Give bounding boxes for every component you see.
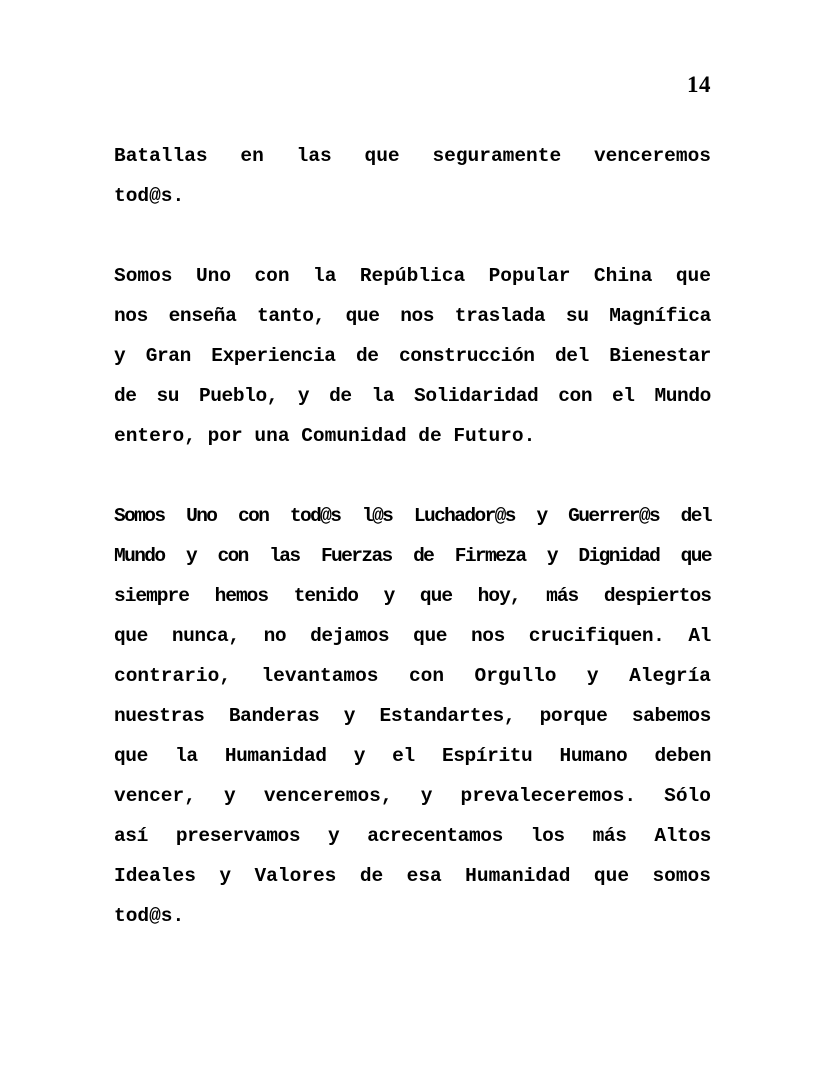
word: y — [114, 345, 126, 367]
word: Dignidad — [578, 545, 660, 567]
word: Humanidad — [224, 745, 327, 767]
word: y — [219, 865, 232, 887]
word: y — [536, 505, 547, 527]
word: Valores — [254, 865, 337, 887]
word: y — [297, 385, 310, 407]
word: los — [530, 825, 565, 847]
word: Altos — [654, 825, 711, 847]
word: y — [353, 745, 366, 767]
word: y — [586, 665, 599, 687]
word: y — [343, 705, 356, 727]
word: en — [240, 145, 264, 167]
word: y — [328, 825, 340, 847]
word: las — [296, 145, 332, 167]
word: su — [565, 305, 589, 327]
word: tenido — [293, 585, 358, 607]
word: Banderas — [228, 705, 320, 727]
word: con — [558, 385, 593, 407]
word: nunca, — [171, 625, 240, 647]
word: más — [546, 585, 579, 607]
word: porque — [539, 705, 608, 727]
text-line — [114, 616, 711, 656]
word: somos — [652, 865, 711, 887]
word: Batallas — [114, 145, 208, 167]
word: Mundo — [654, 385, 711, 407]
word: que — [114, 745, 148, 767]
word: preservamos — [175, 825, 301, 847]
text-line — [114, 776, 711, 816]
word: Somos — [114, 265, 173, 287]
word: Experiencia — [211, 345, 336, 367]
text-line — [114, 856, 711, 896]
word: Uno — [186, 505, 217, 527]
word: y — [546, 545, 557, 567]
word: más — [592, 825, 627, 847]
word: Firmeza — [454, 545, 526, 567]
word: China — [593, 265, 653, 287]
text-line: entero, por una Comunidad de Futuro. — [114, 425, 536, 447]
word: Al — [688, 625, 711, 647]
word: Estandartes, — [379, 705, 516, 727]
word: y — [420, 785, 433, 807]
word: con — [237, 505, 269, 527]
word: dejamos — [310, 625, 390, 647]
word: su — [156, 385, 180, 407]
word: l@s — [361, 505, 393, 527]
word: no — [263, 625, 287, 647]
word: que — [680, 545, 711, 567]
word: de — [114, 385, 137, 407]
text-line: tod@s. — [114, 185, 185, 207]
word: acrecentamos — [367, 825, 503, 847]
text-line: tod@s. — [114, 905, 185, 927]
word: de — [329, 385, 352, 407]
word: que — [419, 585, 453, 607]
text-line — [114, 696, 711, 736]
word: con — [254, 265, 290, 287]
word: venceremos, — [263, 785, 393, 807]
text-line — [114, 576, 711, 616]
word: Uno — [195, 265, 232, 287]
word: Magnífica — [609, 305, 711, 327]
text-line — [114, 296, 711, 336]
word: Guerrer@s — [568, 505, 660, 527]
word: Pueblo, — [198, 385, 279, 407]
word: vencer, — [114, 785, 196, 807]
word: esa — [406, 865, 442, 887]
text-line — [114, 376, 711, 416]
word: siempre — [114, 585, 189, 607]
word: Gran — [145, 345, 191, 367]
word: deben — [654, 745, 711, 767]
word: Orgullo — [474, 665, 557, 687]
word: tod@s — [289, 505, 341, 527]
word: contrario, — [114, 665, 232, 687]
document-body — [114, 136, 711, 936]
word: Solidaridad — [414, 385, 539, 407]
word: levantamos — [261, 665, 379, 687]
word: que — [114, 625, 148, 647]
word: enseña — [168, 305, 237, 327]
word: y — [224, 785, 236, 807]
word: traslada — [454, 305, 546, 327]
word: hemos — [214, 585, 269, 607]
paragraph — [114, 496, 711, 936]
word: Humano — [559, 745, 628, 767]
text-line — [114, 336, 711, 376]
word: Sólo — [664, 785, 711, 807]
text-line — [114, 656, 711, 696]
word: prevaleceremos. — [460, 785, 637, 807]
word: Humanidad — [465, 865, 571, 887]
word: el — [611, 385, 635, 407]
word: la — [371, 385, 395, 407]
page-number: 14 — [687, 72, 711, 97]
word: despiertos — [603, 585, 711, 607]
word: que — [675, 265, 711, 287]
word: nos — [114, 305, 148, 327]
word: Espíritu — [441, 745, 533, 767]
word: con — [217, 545, 248, 567]
text-line — [114, 536, 711, 576]
paragraph — [114, 136, 711, 216]
word: nos — [400, 305, 435, 327]
word: que — [413, 625, 448, 647]
word: seguramente — [432, 145, 562, 167]
word: y — [383, 585, 395, 607]
text-line — [114, 736, 711, 776]
word: del — [680, 505, 711, 527]
word: Luchador@s — [413, 505, 515, 527]
word: las — [269, 545, 300, 567]
word: Somos — [114, 505, 165, 527]
word: tanto, — [257, 305, 325, 327]
word: nuestras — [114, 705, 205, 727]
word: Alegría — [629, 665, 711, 687]
word: venceremos — [593, 145, 711, 167]
word: Ideales — [114, 865, 196, 887]
text-line — [114, 496, 711, 536]
paragraph — [114, 256, 711, 456]
word: de — [413, 545, 434, 567]
word: y — [185, 545, 197, 567]
word: de — [359, 865, 384, 887]
word: con — [408, 665, 445, 687]
word: Mundo — [114, 545, 165, 567]
word: crucifiquen. — [528, 625, 665, 647]
word: que — [593, 865, 630, 887]
word: construcción — [398, 345, 535, 367]
word: que — [364, 145, 400, 167]
word: la — [175, 745, 198, 767]
word: nos — [470, 625, 505, 647]
text-line — [114, 256, 711, 296]
word: la — [313, 265, 337, 287]
text-line — [114, 136, 711, 176]
word: sabemos — [631, 705, 711, 727]
word: República — [359, 265, 466, 287]
word: Fuerzas — [320, 545, 392, 567]
word: del — [554, 345, 589, 367]
word: Bienestar — [609, 345, 711, 367]
word: de — [355, 345, 379, 367]
word: así — [114, 825, 148, 847]
word: que — [345, 305, 380, 327]
word: hoy, — [477, 585, 521, 607]
text-line — [114, 816, 711, 856]
word: el — [392, 745, 415, 767]
word: Popular — [488, 265, 571, 287]
